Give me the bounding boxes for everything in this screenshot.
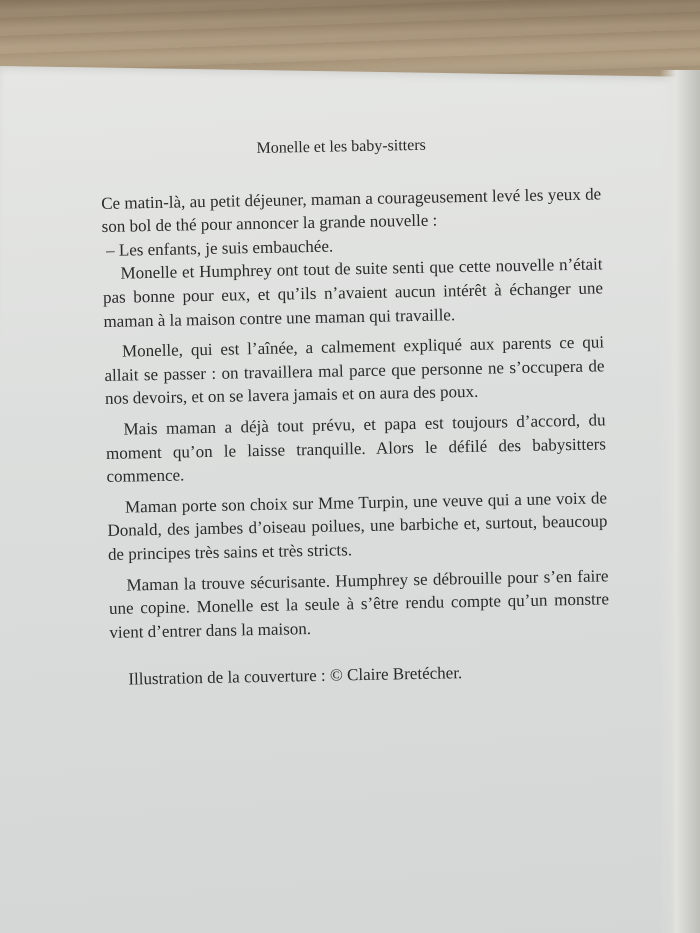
- book-title: Monelle et les baby-sitters: [256, 136, 426, 157]
- paragraph-5: Mais maman a déjà tout prévu, et papa est toujours d’accord, du moment qu’on le laisse tranquille. Alors le défilé des babysitters commence.: [105, 410, 607, 487]
- page-stack-edge: [660, 70, 700, 933]
- paragraph-2-dialog: – Les enfants, je suis embauchée.: [105, 236, 334, 260]
- cover-illustration-credit: Illustration de la couverture : © Claire Bretécher.: [128, 663, 463, 689]
- paragraph-4: Monelle, qui est l’aînée, a calmement expliqué aux parents ce qui allait se passer : on travaillera mal parce que personne ne s’occupera de nos devoirs, et on se lavera jamais et on aura des poux.: [104, 332, 605, 409]
- book-back-cover-text: [100, 130, 611, 708]
- paragraph-6: Maman porte son choix sur Mme Turpin, une veuve qui a une voix de Donald, des jambes d’oiseau poilues, une barbiche et, surtout, beaucoup de principes très sains et très stricts.: [107, 488, 608, 564]
- paragraph-7: Maman la trouve sécurisante. Humphrey se débrouille pour s’en faire une copine. Monelle est la seule à s’être rendu compte qu’un monstre vient d’entrer dans la maison.: [108, 565, 610, 642]
- paragraph-1: Ce matin-là, au petit déjeuner, maman a courageusement levé les yeux de son bol de thé pour annoncer la grande nouvelle :: [101, 183, 602, 237]
- paragraph-3: Monelle et Humphrey ont tout de suite senti que cette nouvelle n’était pas bonne pour eux, et qu’ils n’avaient aucun intérêt à échanger une maman à la maison contre une maman qui travaille.: [102, 254, 604, 331]
